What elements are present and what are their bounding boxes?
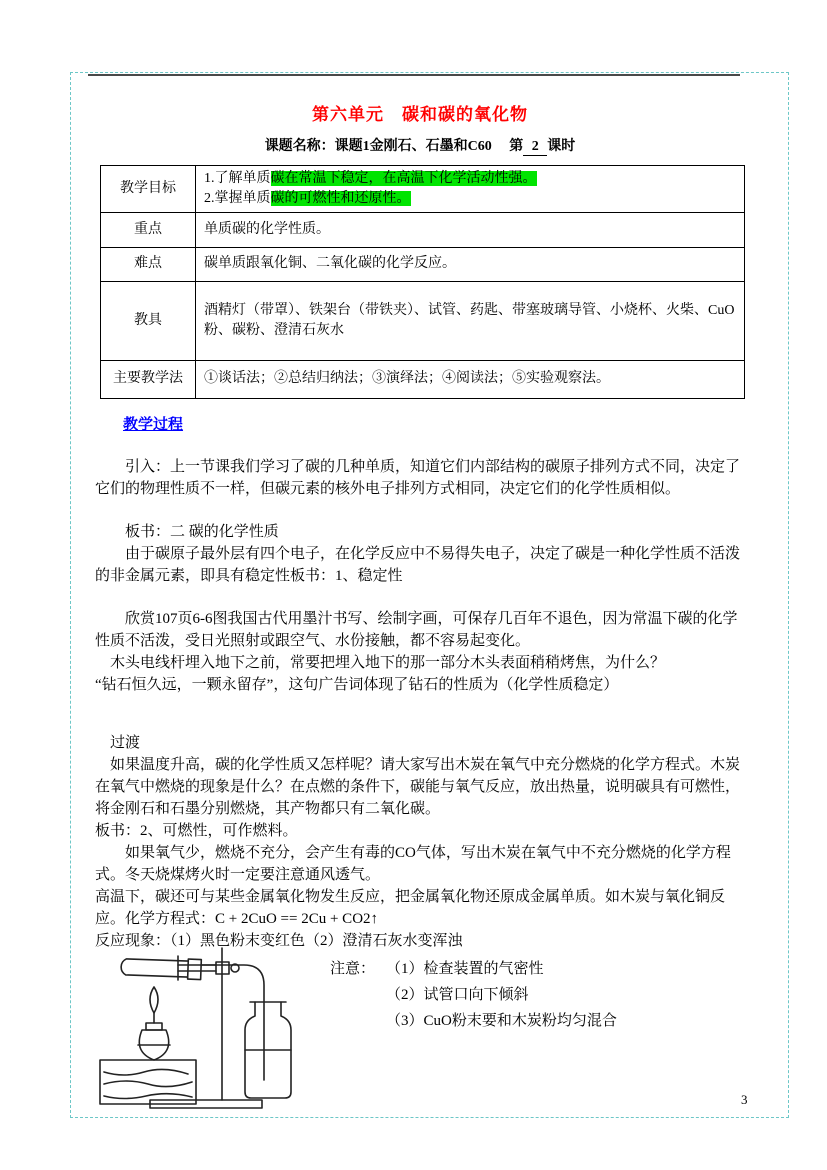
body-paragraph: 引入：上一节课我们学习了碳的几种单质，知道它们内部结构的碳原子排列方式不同，决定了它们的物理性质不一样，但碳元素的核外电子排列方式相同，决定它们的化学性质相似。 [95, 458, 741, 497]
row-label-difficulty: 难点 [101, 247, 196, 281]
delivery-tube [201, 965, 264, 1080]
body-paragraph: 欣赏107页6-6图我国古代用墨汁书写、绘制字画，可保存几百年不退色，因为常温下碳的化学性质不活泼，受日光照射或跟空气、水份接触，都不容易起变化。 [95, 610, 738, 649]
body-paragraph: 板书：二 碳的化学性质 [125, 523, 279, 540]
course-line-blank: 2 [523, 140, 547, 156]
notes-label: 注意： [330, 960, 376, 977]
row-label-teaching-aids: 教具 [101, 281, 196, 360]
objective-line-1 [204, 169, 736, 189]
body-paragraph: 由于碳原子最外层有四个电子，在化学反应中不易得失电子，决定了碳是一种化学性质不活泼的非金属元素，即具有稳定性板书：1、稳定性 [95, 545, 741, 584]
row-content-key-point: 单质碳的化学性质。 [196, 212, 745, 247]
note-line [330, 1008, 745, 1034]
body-paragraph: “钻石恒久远，一颗永留存”，这句广告词体现了钻石的性质为（化学性质稳定） [95, 676, 619, 693]
notes-block [330, 956, 745, 1034]
row-label-objectives: 教学目标 [101, 165, 196, 212]
row-content-difficulty: 碳单质跟氧化铜、二氧化碳的化学反应。 [196, 247, 745, 281]
test-tube [121, 957, 202, 980]
body-paragraph: 高温下，碳还可与某些金属氧化物发生反应，把金属氧化物还原成金属单质。如木炭与氧化铜反应。化学方程式：C + 2CuO == 2Cu + CO2↑ [95, 888, 726, 927]
header-rule [88, 74, 740, 76]
body-paragraph: 如果氧气少，燃烧不充分，会产生有毒的CO气体，写出木炭在氧气中不充分燃烧的化学方程式。冬天烧煤烤火时一定要注意通风透气。 [95, 844, 731, 883]
alcohol-lamp [138, 987, 170, 1060]
flame [150, 987, 158, 1013]
course-line-suffix: 课时 [547, 139, 576, 154]
body-paragraph: 木头电线杆埋入地下之前，常要把埋入地下的那一部分木头表面稍稍烤焦，为什么？ [110, 654, 666, 671]
row-label-key-point: 重点 [101, 212, 196, 247]
row-content-teaching-aids: 酒精灯（带罩）、铁架台（带铁夹）、试管、药匙、带塞玻璃导管、小烧杯、火柴、CuO粉、碳粉、澄清石灰水 [196, 281, 745, 360]
note-line [330, 956, 745, 982]
table-row [101, 165, 745, 212]
objective-1-plain: 1.了解单质 [204, 170, 271, 186]
table-row [101, 360, 745, 398]
body-paragraph: 如果温度升高，碳的化学性质又怎样呢？请大家写出木炭在氧气中充分燃烧的化学方程式。木炭在氧气中燃烧的现象是什么？在点燃的条件下，碳能与氧气反应，放出热量，说明碳具有可燃性，将金刚石和石墨分别燃烧，其产物都只有二氧化碳。 [95, 756, 741, 817]
table-row [101, 212, 745, 247]
stopper [188, 959, 202, 979]
objective-2-highlight: 碳的可燃性和还原性。 [270, 190, 411, 206]
section-heading-teaching-process: 教学过程 [123, 416, 184, 433]
objective-line-2 [204, 189, 736, 209]
note-item: （1）检查装置的气密性 [386, 960, 544, 977]
wood-block [100, 1060, 196, 1104]
note-line [330, 982, 745, 1008]
course-line-prefix: 课题名称：课题1金刚石、石墨和C60 第 [264, 139, 524, 154]
page-number: 3 [741, 1092, 748, 1107]
gas-bottle [245, 1002, 291, 1098]
page-title: 第六单元 碳和碳的氧化物 [312, 105, 528, 124]
lesson-info-table [100, 165, 745, 399]
page-content [95, 100, 745, 1034]
row-content-methods: ①谈话法；②总结归纳法；③演绎法；④阅读法；⑤实验观察法。 [196, 360, 745, 398]
body-paragraph: 反应现象：（1）黑色粉末变红色（2）澄清石灰水变浑浊 [95, 932, 463, 949]
note-item: （3）CuO粉末要和木炭粉均匀混合 [386, 1012, 617, 1029]
apparatus-diagram [92, 932, 337, 1122]
objective-1-highlight: 碳在常温下稳定，在高温下化学活动性强。 [270, 170, 537, 186]
table-row [101, 247, 745, 281]
objective-2-plain: 2.掌握单质 [204, 190, 271, 206]
row-content-objectives [196, 165, 745, 212]
note-item: （2）试管口向下倾斜 [386, 986, 529, 1003]
course-line [95, 135, 745, 156]
row-label-methods: 主要教学法 [101, 360, 196, 398]
body-paragraph: 板书：2、可燃性，可作燃料。 [95, 822, 298, 839]
body-paragraph: 过渡 [110, 734, 141, 751]
table-row [101, 281, 745, 360]
